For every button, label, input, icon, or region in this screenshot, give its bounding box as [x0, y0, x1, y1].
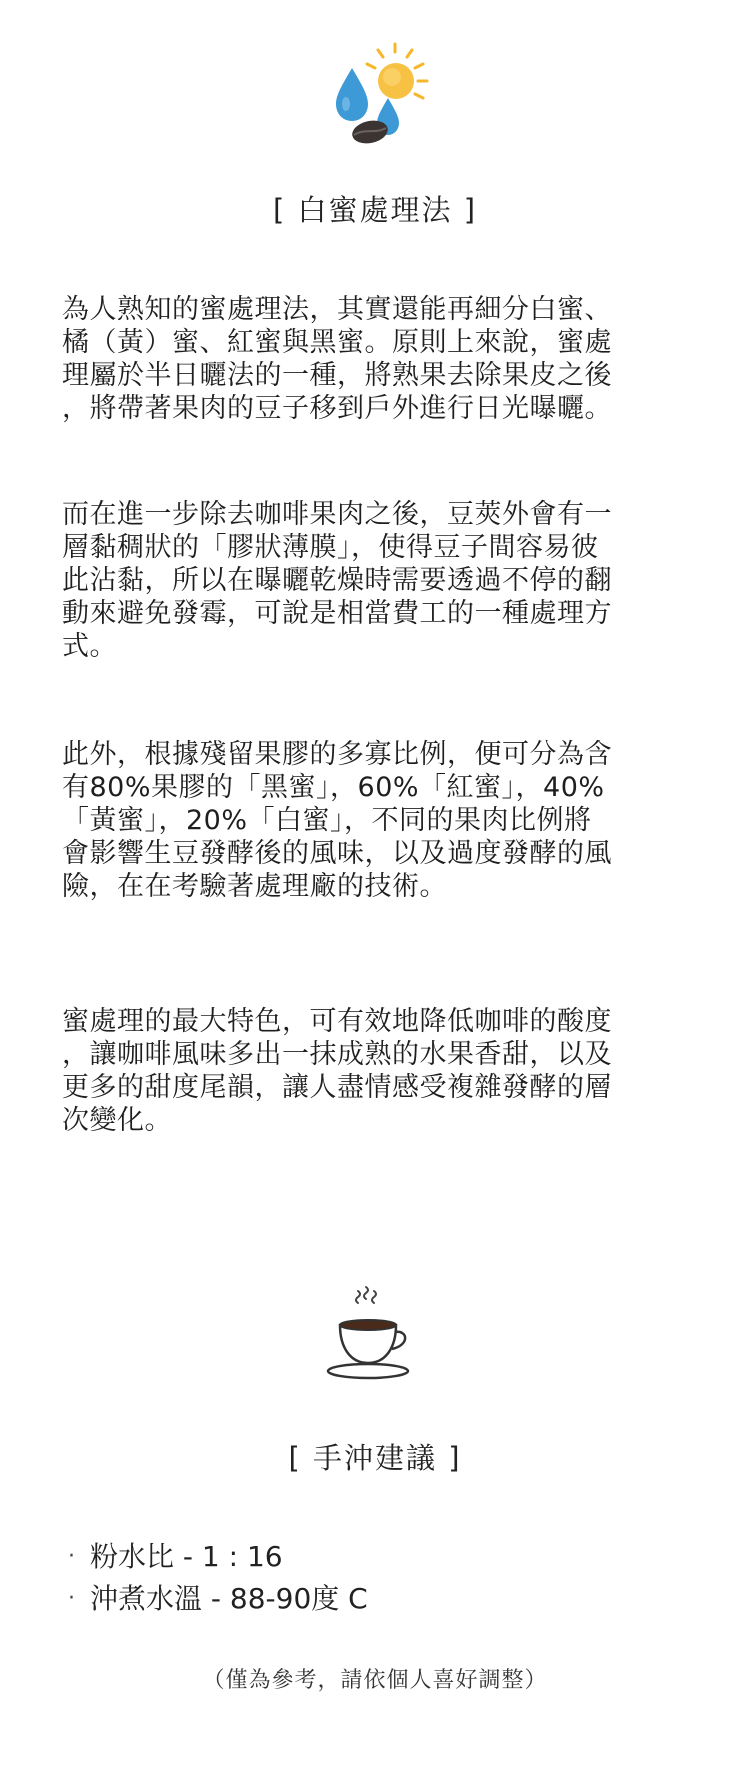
brewing-suggestions-list	[68, 1536, 368, 1620]
water-drops-sun-bean-icon	[330, 40, 440, 150]
list-item	[68, 1536, 368, 1578]
section-title-pour-over: [ 手沖建議 ]	[288, 1441, 462, 1475]
section-title-honey-process: [ 白蜜處理法 ]	[272, 193, 478, 227]
paragraph-4: 蜜處理的最大特色，可有效地降低咖啡的酸度 ，讓咖啡風味多出一抹成熟的水果香甜，以及 更多的甜度尾韻，讓人盡情感受複雜發酵的層 次變化。	[62, 1006, 612, 1136]
list-item	[68, 1578, 368, 1620]
coffee-cup-icon	[322, 1285, 422, 1385]
water-temp-text: 沖煮水溫 - 88-90度 C	[90, 1582, 368, 1615]
paragraph-2: 而在進一步除去咖啡果肉之後，豆莢外會有一 層黏稠狀的「膠狀薄膜」，使得豆子間容易彼 此沾黏，所以在曝曬乾燥時需要透過不停的翻 動來避免發霉，可說是相當費工的一種處理方 式。	[62, 499, 612, 662]
reference-note: （僅為參考，請依個人喜好調整）	[202, 1668, 548, 1693]
paragraph-1: 為人熟知的蜜處理法，其實還能再細分白蜜、 橘（黃）蜜、紅蜜與黑蜜。原則上來說，蜜處 理屬於半日曬法的一種，將熟果去除果皮之後 ，將帶著果肉的豆子移到戶外進行日光曝曬。	[62, 294, 612, 424]
bullet: ·	[68, 1544, 75, 1569]
ratio-text: 粉水比 - 1 : 16	[90, 1540, 283, 1573]
bullet: ·	[68, 1586, 75, 1611]
paragraph-3: 此外，根據殘留果膠的多寡比例，便可分為含 有80%果膠的「黑蜜」，60%「紅蜜」，40% 「黃蜜」，20%「白蜜」，不同的果肉比例將 會影響生豆發酵後的風味，以及過度發酵的風 險，在在考驗著處理廠的技術。	[62, 739, 612, 902]
